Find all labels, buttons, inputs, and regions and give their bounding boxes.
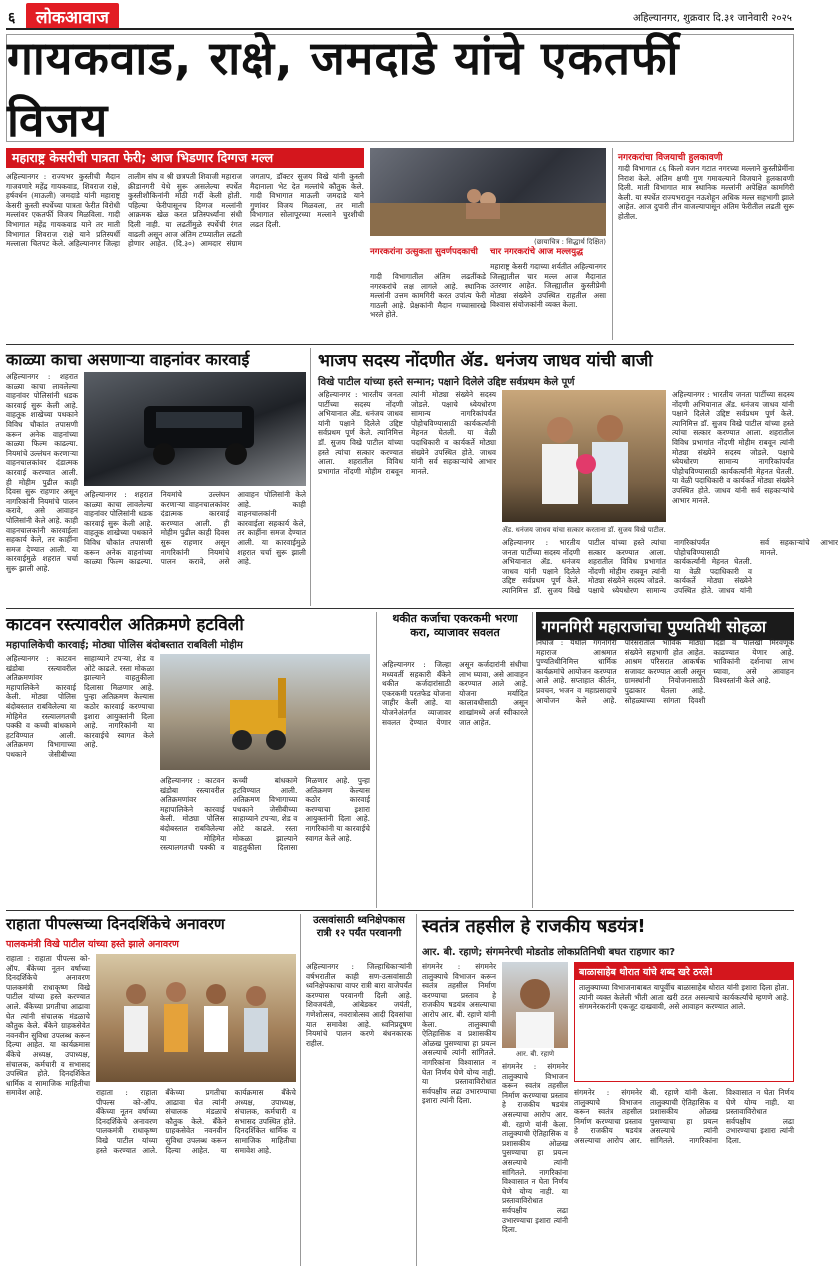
story-katwan-title: काटवन रस्त्यावरील अतिक्रमणे हटविली bbox=[6, 615, 244, 635]
lead-body: अहिल्यानगर : राज्यभर कुस्तीची मैदान गाजवणारे महेंद्र गायकवाड, शिवराज राक्षे, हर्षवर्धन (माऊली) जमदाडे यांनी महाराष्ट्र केसरी कुस्ती स्पर्धेच्या पात्रता फेरीत विरोधी मल्लांवर एकतर्फी विजय मिळविला. गादी विभागात महेंद्र गायकवाड याने तर माती विभागात शिवराज राक्षे याने प्रतिस्पर्धी मल्लाला चितपट केले. अहिल्यानगर जिल्हा तालीम संघ व श्री छत्रपती शिवाजी महाराज क्रीडानगरी येथे सुरू असलेल्या स्पर्धेत कुस्तीशौकिनांनी मोठी गर्दी केली होती. पहिल्या फेरीपासूनच दिग्गज मल्लांनी आक्रमक खेळ करत प्रतिस्पर्ध्यांना संधी दिली नाही. या लढतींमुळे स्पर्धेची रंगत वाढली असून आज अंतिम टप्प्यातील लढती होणार आहेत. (दि.३०) आमदार संग्राम जगताप, डॉक्टर सुजय विखे यांनी कुस्ती मैदानाला भेट देत मल्लांचे कौतुक केले. गादी विभागात माऊली जमदाडे याने गुणांवर विजय मिळवला, तर माती विभागात सोलापूरच्या मल्लाने चुरशीची लढत दिली. bbox=[6, 172, 364, 249]
story-katwan-body-b: अहिल्यानगर : काटवन खंडोबा रस्त्यावरील अतिक्रमणांवर महापालिकेने कारवाई केली. मोठ्या पोलिस बंदोबस्तात राबविलेल्या या मोहिमेत रस्त्यालगतची पक्की व कच्ची बांधकामे हटविण्यात आली. अतिक्रमण विभागाच्या पथकाने जेसीबीच्या साहाय्याने टपऱ्या, शेड व ओटे काढले. रस्ता मोकळा झाल्याने वाहतुकीला दिलासा मिळणार आहे. पुन्हा अतिक्रमण केल्यास कठोर कारवाई करण्याचा इशारा आयुक्तांनी दिला आहे. नागरिकांनी या कारवाईचे स्वागत केले आहे. bbox=[160, 776, 370, 853]
column-rule bbox=[416, 914, 417, 1266]
column-rule bbox=[310, 348, 311, 606]
section-rule bbox=[6, 608, 794, 609]
story-loudspeaker-body: अहिल्यानगर : जिल्हाधिकाऱ्यांनी वर्षभरातील काही सण-उत्सवांसाठी ध्वनिक्षेपकाचा वापर रात्री बारा वाजेपर्यंत करण्यास परवानगी दिली आहे. शिवजयंती, आंबेडकर जयंती, गणेशोत्सव, नवरात्रोत्सव आदी दिवसांचा यात समावेश आहे. ध्वनिप्रदूषण नियमांचे पालन करणे बंधनकारक राहील. bbox=[306, 962, 412, 1048]
rahane-portrait bbox=[502, 962, 568, 1048]
story-gagangiri-body: निघोज : येथील गगनगिरी महाराज आश्रमात पुण्यतिथीनिमित्त धार्मिक कार्यक्रमांचे आयोजन करण्यात आले आहे. सप्ताहात कीर्तन, प्रवचन, भजन व महाप्रसादाचे आयोजन केले आहे. परिसरातील भाविक मोठ्या संख्येने सहभागी होत आहेत. आश्रम परिसरात आकर्षक सजावट करण्यात आली असून ग्रामस्थांनी नियोजनासाठी पुढाकार घेतला आहे. सोहळ्याच्या सांगता दिवशी दिंडी व पालखी मिरवणूक काढण्यात येणार आहे. भाविकांनी दर्शनाचा लाभ घ्यावा, असे आवाहन विश्वस्तांनी केले आहे. bbox=[536, 638, 794, 705]
story-bjp-body-c: अहिल्यानगर : भारतीय जनता पार्टीच्या सदस्य नोंदणी अभियानात ॲड. धनंजय जाधव यांनी पक्षाने दिलेले उद्दिष्ट सर्वप्रथम पूर्ण केले. त्यानिमित्त डॉ. सुजय विखे पाटील यांच्या हस्ते त्यांचा सत्कार करण्यात आला. शहरातील विविध प्रभागांत नोंदणी मोहीम राबवून त्यांनी मोठ्या संख्येने सदस्य जोडले. पक्षाचे ध्येयधोरण सामान्य नागरिकांपर्यंत पोहोचविण्यासाठी कार्यकर्त्यांनी मेहनत घेतली. या वेळी पदाधिकारी व कार्यकर्ते मोठ्या संख्येने उपस्थित होते. जाधव यांनी सर्व सहकाऱ्यांचे आभार मानले. bbox=[672, 390, 794, 505]
felicitation-caption: ॲड. धनंजय जाधव यांचा सत्कार करताना डॉ. सुजय विखे पाटील. bbox=[502, 526, 666, 534]
column-rule bbox=[612, 148, 613, 340]
felicitation-graphic bbox=[502, 390, 666, 522]
story-black-glass-body-a: अहिल्यानगर : शहरात काळ्या काचा लावलेल्या वाहनांवर पोलिसांनी धडक कारवाई सुरू केली आहे. वाहतूक शाखेच्या पथकाने विविध चौकांत तपासणी करून अनेक वाहनांच्या काळ्या फिल्म काढल्या. नियमांचे उल्लंघन करणाऱ्या वाहनचालकांवर दंडात्मक कारवाई करण्यात आली. ही मोहीम पुढील काही दिवस सुरू राहणार असून नागरिकांनी नियमांचे पालन करावे, असे आवाहन पोलिसांनी केले आहे. काही वाहनचालकांनी कारवाईला सहकार्य केले, तर काहींना समज देण्यात आली. या कारवाईमुळे शहरात चर्चा सुरू झाली आहे. bbox=[6, 372, 78, 573]
lead-sub2-body: महाराष्ट्र केसरी गदाच्या शर्यतीत अहिल्यानगर जिल्ह्यातील चार मल्ल आज मैदानात उतरणार आहेत. जिल्ह्यातील कुस्तीप्रेमी मोठ्या संख्येने उपस्थित राहतील असा विश्वास संयोजकांनी व्यक्त केला. bbox=[490, 262, 606, 310]
column-rule bbox=[376, 612, 377, 908]
story-katwan-body-a: अहिल्यानगर : काटवन खंडोबा रस्त्यावरील अतिक्रमणांवर महापालिकेने कारवाई केली. मोठ्या पोलिस बंदोबस्तात राबविलेल्या या मोहिमेत रस्त्यालगतची पक्की व कच्ची बांधकामे हटविण्यात आली. अतिक्रमण विभागाच्या पथकाने जेसीबीच्या साहाय्याने टपऱ्या, शेड व ओटे काढले. रस्ता मोकळा झाल्याने वाहतुकीला दिलासा मिळणार आहे. पुन्हा अतिक्रमण केल्यास कठोर कारवाई करण्याचा इशारा आयुक्तांनी दिला आहे. नागरिकांनी या कारवाईचे स्वागत केले आहे. bbox=[6, 654, 154, 759]
page-number: ६ bbox=[8, 10, 16, 26]
lead-sub1-head: नगरकरांना उत्सुकता सुवर्णपदकाची bbox=[370, 247, 478, 257]
story-tehsil-subtitle: आर. बी. रहाणे; संगमनेरची मोडतोड लोकप्रतिनिधी बघत राहणार का? bbox=[422, 947, 675, 958]
thorat-box-body: तालुक्याच्या विभाजनाबाबत यापूर्वीच बाळासाहेब थोरात यांनी इशारा दिला होता. त्यांनी व्यक्त केलेली भीती आता खरी ठरत असल्याचे कार्यकर्त्यांचे म्हणणे आहे. संगमनेरकरांनी एकजूट दाखवावी, असे आवाहन करण्यात आले. bbox=[579, 983, 789, 1012]
story-loudspeaker-title: उत्सवांसाठी ध्वनिक्षेपकास रात्री १२ पर्यंत परवानगी bbox=[313, 915, 405, 939]
story-loan-title: थकीत कर्जाचा एकरकमी भरणा करा, व्याजावर सवलत bbox=[392, 612, 518, 639]
thorat-box-head: बाळासाहेब थोरात यांचे शब्द खरे ठरले! bbox=[575, 963, 793, 980]
demolition-photo bbox=[160, 654, 370, 770]
lead-side-head: नगरकरांचा विजयाची हुलकावणी bbox=[618, 153, 723, 163]
column-rule bbox=[300, 914, 301, 1266]
story-gagangiri-title: गगनगिरी महाराजांचा पुण्यतिथी सोहळा bbox=[536, 612, 794, 640]
story-katwan-subtitle: महापालिकेची कारवाई; मोठ्या पोलिस बंदोबस्तात राबविली मोहीम bbox=[6, 640, 243, 651]
rahane-portrait-caption: आर. बी. रहाणे bbox=[515, 1050, 555, 1058]
wrestling-photo bbox=[370, 148, 606, 236]
story-calendar-title: राहाता पीपल्सच्या दिनदर्शिकेचे अनावरण bbox=[6, 915, 225, 933]
lead-kicker: महाराष्ट्र केसरीची पात्रता फेरी; आज भिडणार दिग्गज मल्ल bbox=[6, 148, 364, 168]
calendar-launch-graphic bbox=[96, 954, 296, 1082]
story-calendar-body-a: राहाता : राहाता पीपल्स को-ऑप. बँकेच्या नूतन वर्षाच्या दिनदर्शिकेचे अनावरण पालकमंत्री राधाकृष्ण विखे पाटील यांच्या हस्ते करण्यात आले. बँकेच्या प्रगतीचा आढावा घेत त्यांनी संचालक मंडळाचे कौतुक केले. बँकेने ग्राहकसेवेत नवनवीन सुविधा उपलब्ध करून दिल्या आहेत. या कार्यक्रमास बँकेचे अध्यक्ष, उपाध्यक्ष, संचालक, कर्मचारी व सभासद उपस्थित होते. दिनदर्शिकेत धार्मिक व सामाजिक माहितीचा समावेश आहे. bbox=[6, 954, 90, 1098]
lead-headline: गायकवाड, राक्षे, जमदाडे यांचे एकतर्फी विजय bbox=[6, 34, 794, 142]
newspaper-logo: लोकआवाज bbox=[26, 3, 119, 30]
story-tehsil-title: स्वतंत्र तहसील हे राजकीय षडयंत्र! bbox=[422, 916, 646, 937]
story-black-glass-body-b: अहिल्यानगर : शहरात काळ्या काचा लावलेल्या वाहनांवर पोलिसांनी धडक कारवाई सुरू केली आहे. वाहतूक शाखेच्या पथकाने विविध चौकांत तपासणी करून अनेक वाहनांच्या काळ्या फिल्म काढल्या. नियमांचे उल्लंघन करणाऱ्या वाहनचालकांवर दंडात्मक कारवाई करण्यात आली. ही मोहीम पुढील काही दिवस सुरू राहणार असून नागरिकांनी नियमांचे पालन करावे, असे आवाहन पोलिसांनी केले आहे. काही वाहनचालकांनी कारवाईला सहकार्य केले, तर काहींना समज देण्यात आली. या कारवाईमुळे शहरात चर्चा सुरू झाली आहे. bbox=[84, 490, 306, 567]
story-loan-body: अहिल्यानगर : जिल्हा मध्यवर्ती सहकारी बँकेने थकीत कर्जदारांसाठी एकरकमी परतफेड योजना जाहीर केली आहे. या योजनेअंतर्गत व्याजावर सवलत देण्यात येणार असून कर्जदारांनी संधीचा लाभ घ्यावा, असे आवाहन करण्यात आले आहे. योजना मर्यादित कालावधीसाठी असून शाखांमध्ये अर्ज स्वीकारले जात आहेत. bbox=[382, 660, 528, 727]
story-bjp-body-b: अहिल्यानगर : भारतीय जनता पार्टीच्या सदस्य नोंदणी अभियानात ॲड. धनंजय जाधव यांनी पक्षाने दिलेले उद्दिष्ट सर्वप्रथम पूर्ण केले. त्यानिमित्त डॉ. सुजय विखे पाटील यांच्या हस्ते त्यांचा सत्कार करण्यात आला. शहरातील विविध प्रभागांत नोंदणी मोहीम राबवून त्यांनी मोठ्या संख्येने सदस्य जोडले. पक्षाचे ध्येयधोरण सामान्य नागरिकांपर्यंत पोहोचविण्यासाठी कार्यकर्त्यांनी मेहनत घेतली. या वेळी पदाधिकारी व कार्यकर्ते मोठ्या संख्येने उपस्थित होते. जाधव यांनी सर्व सहकाऱ्यांचे आभार मानले. bbox=[502, 538, 838, 595]
section-rule bbox=[6, 910, 794, 911]
thorat-box bbox=[574, 962, 794, 1082]
photo-caption: (छायाचित्र : सिद्धार्थ दिक्षित) bbox=[534, 238, 606, 246]
lead-side-body: गादी विभागात ८६ किलो वजन गटात नगरच्या मल्लाने कुस्तीप्रेमींना निराश केले. अंतिम क्षणी गुण गमावल्याने विजयाने हुलकावणी दिली. माती विभागात मात्र स्थानिक मल्लांनी अपेक्षित कामगिरी केली. या स्पर्धेत राज्यभरातून नऊशेहून अधिक मल्ल सहभागी झाले आहेत. आज दुपारी तीन वाजल्यापासून अंतिम फेरीतील लढती सुरू होतील. bbox=[618, 164, 794, 221]
section-rule bbox=[6, 344, 794, 345]
lead-sub1-body: गादी विभागातील अंतिम लढतींकडे नगरकरांचे लक्ष लागले आहे. स्थानिक मल्लांनी उत्तम कामगिरी करत उपांत्य फेरी गाठली आहे. प्रेक्षकांनी मैदान गच्चासारखे भरले होते. bbox=[370, 272, 486, 320]
story-tehsil-body-c: संगमनेर : संगमनेर तालुक्याचे विभाजन करून स्वतंत्र तहसील निर्माण करण्याचा प्रस्ताव हे राजकीय षडयंत्र असल्याचा आरोप आर. बी. रहाणे यांनी केला. तालुक्याची ऐतिहासिक व प्रशासकीय ओळख पुसण्याचा हा प्रयत्न असल्याचे त्यांनी सांगितले. नागरिकांना विश्वासात न घेता निर्णय घेणे योग्य नाही. या प्रस्तावाविरोधात सर्वपक्षीय लढा उभारण्याचा इशारा त्यांनी दिला. bbox=[574, 1088, 794, 1145]
story-tehsil-body-a: संगमनेर : संगमनेर तालुक्याचे विभाजन करून स्वतंत्र तहसील निर्माण करण्याचा प्रस्ताव हे राजकीय षडयंत्र असल्याचा आरोप आर. बी. रहाणे यांनी केला. तालुक्याची ऐतिहासिक व प्रशासकीय ओळख पुसण्याचा हा प्रयत्न असल्याचे त्यांनी सांगितले. नागरिकांना विश्वासात न घेता निर्णय घेणे योग्य नाही. या प्रस्तावाविरोधात सर्वपक्षीय लढा उभारण्याचा इशारा त्यांनी दिला. bbox=[422, 962, 496, 1106]
story-black-glass-title: काळ्या काचा असणाऱ्या वाहनांवर कारवाई bbox=[6, 350, 250, 369]
calendar-launch-photo bbox=[96, 954, 296, 1082]
felicitation-photo bbox=[502, 390, 666, 522]
story-calendar-body-b: राहाता : राहाता पीपल्स को-ऑप. बँकेच्या नूतन वर्षाच्या दिनदर्शिकेचे अनावरण पालकमंत्री राधाकृष्ण विखे पाटील यांच्या हस्ते करण्यात आले. बँकेच्या प्रगतीचा आढावा घेत त्यांनी संचालक मंडळाचे कौतुक केले. बँकेने ग्राहकसेवेत नवनवीन सुविधा उपलब्ध करून दिल्या आहेत. या कार्यक्रमास बँकेचे अध्यक्ष, उपाध्यक्ष, संचालक, कर्मचारी व सभासद उपस्थित होते. दिनदर्शिकेत धार्मिक व सामाजिक माहितीचा समावेश आहे. bbox=[96, 1088, 296, 1155]
rahane-portrait-graphic bbox=[502, 962, 568, 1048]
car-graphic bbox=[84, 372, 306, 486]
photo-graphic bbox=[370, 148, 606, 236]
story-bjp-title: भाजप सदस्य नोंदणीत ॲड. धनंजय जाधव यांची बाजी bbox=[318, 351, 653, 371]
story-calendar-subtitle: पालकमंत्री विखे पाटील यांच्या हस्ते झाले अनावरण bbox=[6, 939, 179, 950]
story-bjp-subtitle: विखे पाटील यांच्या हस्ते सन्मान; पक्षाने दिलेले उद्दिष्ट सर्वप्रथम केले पूर्ण bbox=[318, 377, 575, 388]
demolition-graphic bbox=[160, 654, 370, 770]
car-photo bbox=[84, 372, 306, 486]
lead-sub2-head: चार नगरकरांचे आज मल्लयुद्ध bbox=[490, 247, 583, 257]
dateline: अहिल्यानगर, शुक्रवार दि.३१ जानेवारी २०२५ bbox=[632, 13, 792, 24]
story-tehsil-body-b: संगमनेर : संगमनेर तालुक्याचे विभाजन करून स्वतंत्र तहसील निर्माण करण्याचा प्रस्ताव हे राजकीय षडयंत्र असल्याचा आरोप आर. बी. रहाणे यांनी केला. तालुक्याची ऐतिहासिक व प्रशासकीय ओळख पुसण्याचा हा प्रयत्न असल्याचे त्यांनी सांगितले. नागरिकांना विश्वासात न घेता निर्णय घेणे योग्य नाही. या प्रस्तावाविरोधात सर्वपक्षीय लढा उभारण्याचा इशारा त्यांनी दिला. bbox=[502, 1062, 568, 1235]
column-rule bbox=[532, 612, 533, 908]
story-bjp-body-a: अहिल्यानगर : भारतीय जनता पार्टीच्या सदस्य नोंदणी अभियानात ॲड. धनंजय जाधव यांनी पक्षाने दिलेले उद्दिष्ट सर्वप्रथम पूर्ण केले. त्यानिमित्त डॉ. सुजय विखे पाटील यांच्या हस्ते त्यांचा सत्कार करण्यात आला. शहरातील विविध प्रभागांत नोंदणी मोहीम राबवून त्यांनी मोठ्या संख्येने सदस्य जोडले. पक्षाचे ध्येयधोरण सामान्य नागरिकांपर्यंत पोहोचविण्यासाठी कार्यकर्त्यांनी मेहनत घेतली. या वेळी पदाधिकारी व कार्यकर्ते मोठ्या संख्येने उपस्थित होते. जाधव यांनी सर्व सहकाऱ्यांचे आभार मानले. bbox=[318, 390, 496, 476]
